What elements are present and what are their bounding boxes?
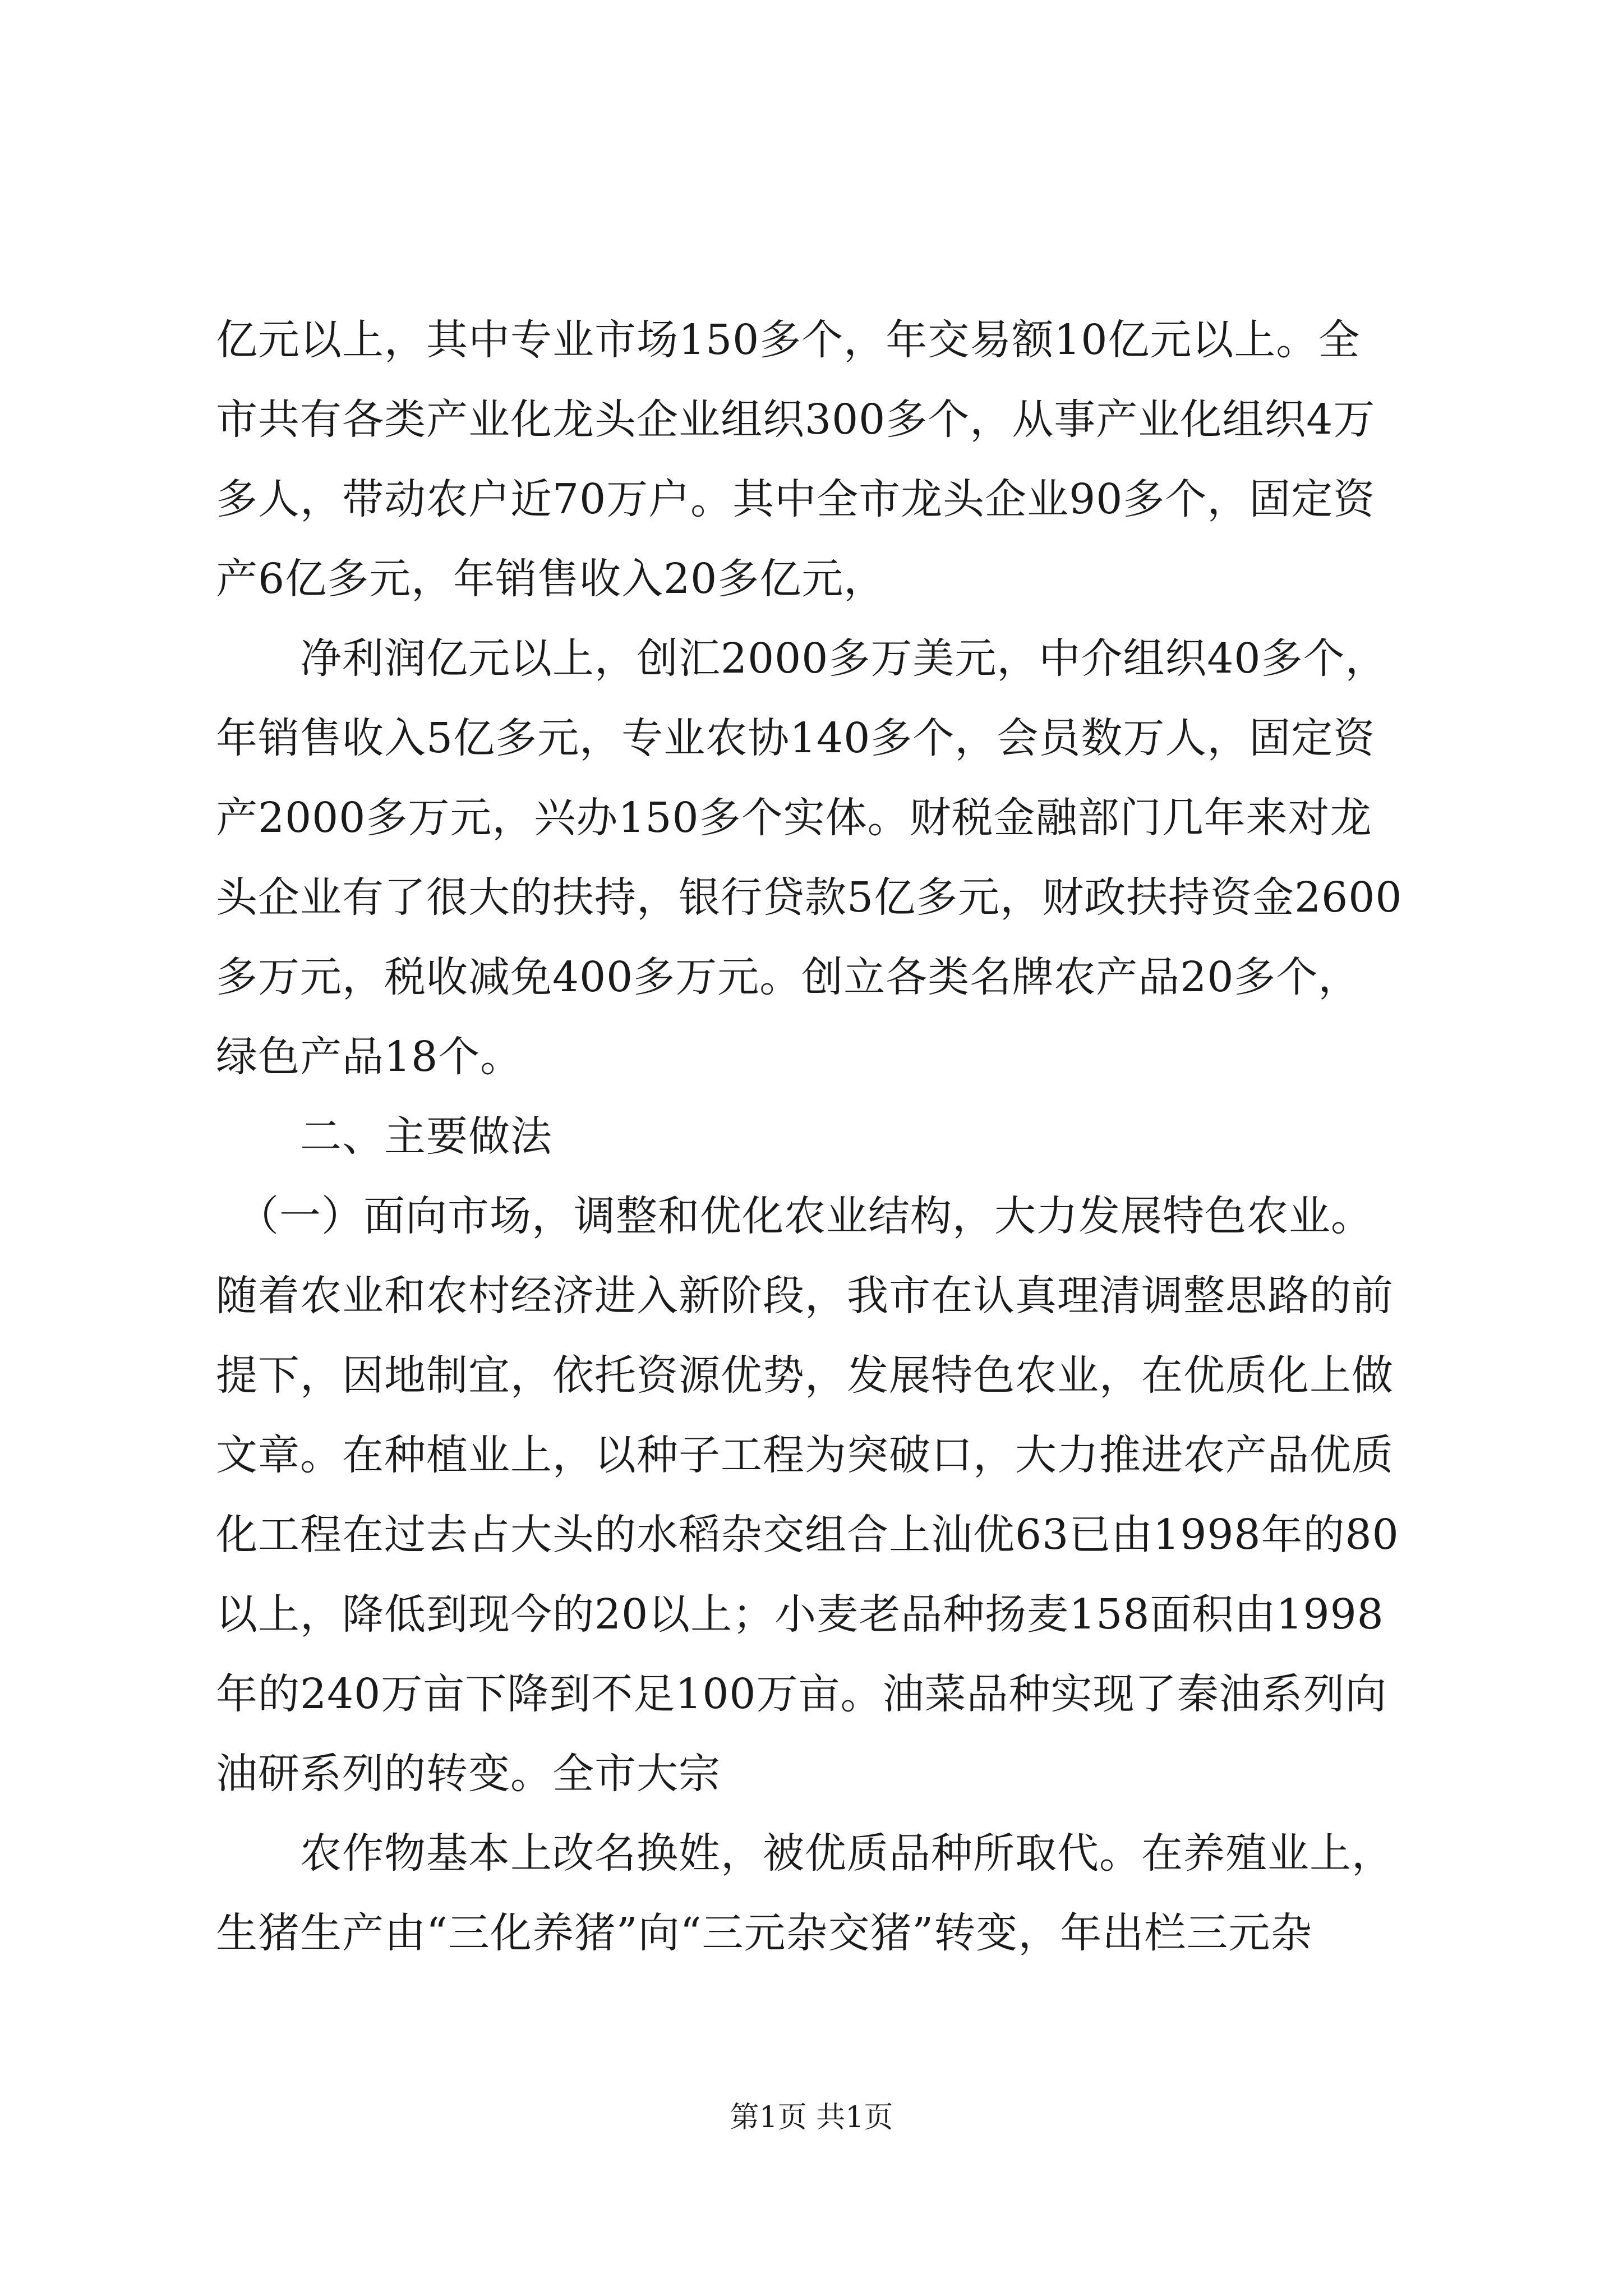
text-line: 油研系列的转变。全市大宗 <box>216 1750 721 1798</box>
text-line: 产6亿多元，年销售收入20多亿元， <box>216 555 886 603</box>
text-line: 市共有各类产业化龙头企业组织300多个，从事产业化组织4万 <box>216 395 1376 444</box>
text-line: 提下，因地制宜，依托资源优势，发展特色农业，在优质化上做 <box>216 1351 1394 1400</box>
document-body <box>216 300 1416 1973</box>
text-line: 多人，带动农户近70万户。其中全市龙头企业90多个，固定资 <box>216 475 1376 523</box>
text-line: 年销售收入5亿多元，专业农协140多个，会员数万人，固定资 <box>216 714 1376 762</box>
text-line: 产2000多万元，兴办150多个实体。财税金融部门几年来对龙 <box>216 794 1372 842</box>
text-line: 以上，降低到现今的20以上；小麦老品种扬麦158面积由1998 <box>216 1590 1384 1639</box>
text-line: 年的240万亩下降到不足100万亩。油菜品种实现了秦油系列向 <box>216 1670 1387 1718</box>
text-line: 随着农业和农村经济进入新阶段，我市在认真理清调整思路的前 <box>216 1272 1394 1320</box>
page-footer <box>0 2095 1623 2140</box>
page-number-label: 第1页 共1页 <box>730 2101 893 2134</box>
text-line: 亿元以上，其中专业市场150多个，年交易额10亿元以上。全 <box>216 316 1361 364</box>
text-line: 净利润亿元以上，创汇2000多万美元，中介组织40多个， <box>216 634 1387 683</box>
text-line: 化工程在过去占大头的水稻杂交组合上汕优63已由1998年的80 <box>216 1511 1399 1559</box>
text-line: 生猪生产由“三化养猪”向“三元杂交猪”转变，年出栏三元杂 <box>216 1909 1313 1957</box>
text-line: 文章。在种植业上，以种子工程为突破口，大力推进农产品优质 <box>216 1431 1394 1479</box>
text-line: 绿色产品18个。 <box>216 1033 523 1081</box>
section-heading: 二、主要做法 <box>216 1112 552 1161</box>
subsection-heading: （一）面向市场，调整和优化农业结构，大力发展特色农业。 <box>216 1192 1373 1240</box>
text-line: 头企业有了很大的扶持，银行贷款5亿多元，财政扶持资金2600 <box>216 873 1403 922</box>
text-line: 农作物基本上改名换姓，被优质品种所取代。在养殖业上， <box>216 1829 1394 1878</box>
text-line: 多万元，税收减免400多万元。创立各类名牌农产品20多个， <box>216 953 1361 1001</box>
